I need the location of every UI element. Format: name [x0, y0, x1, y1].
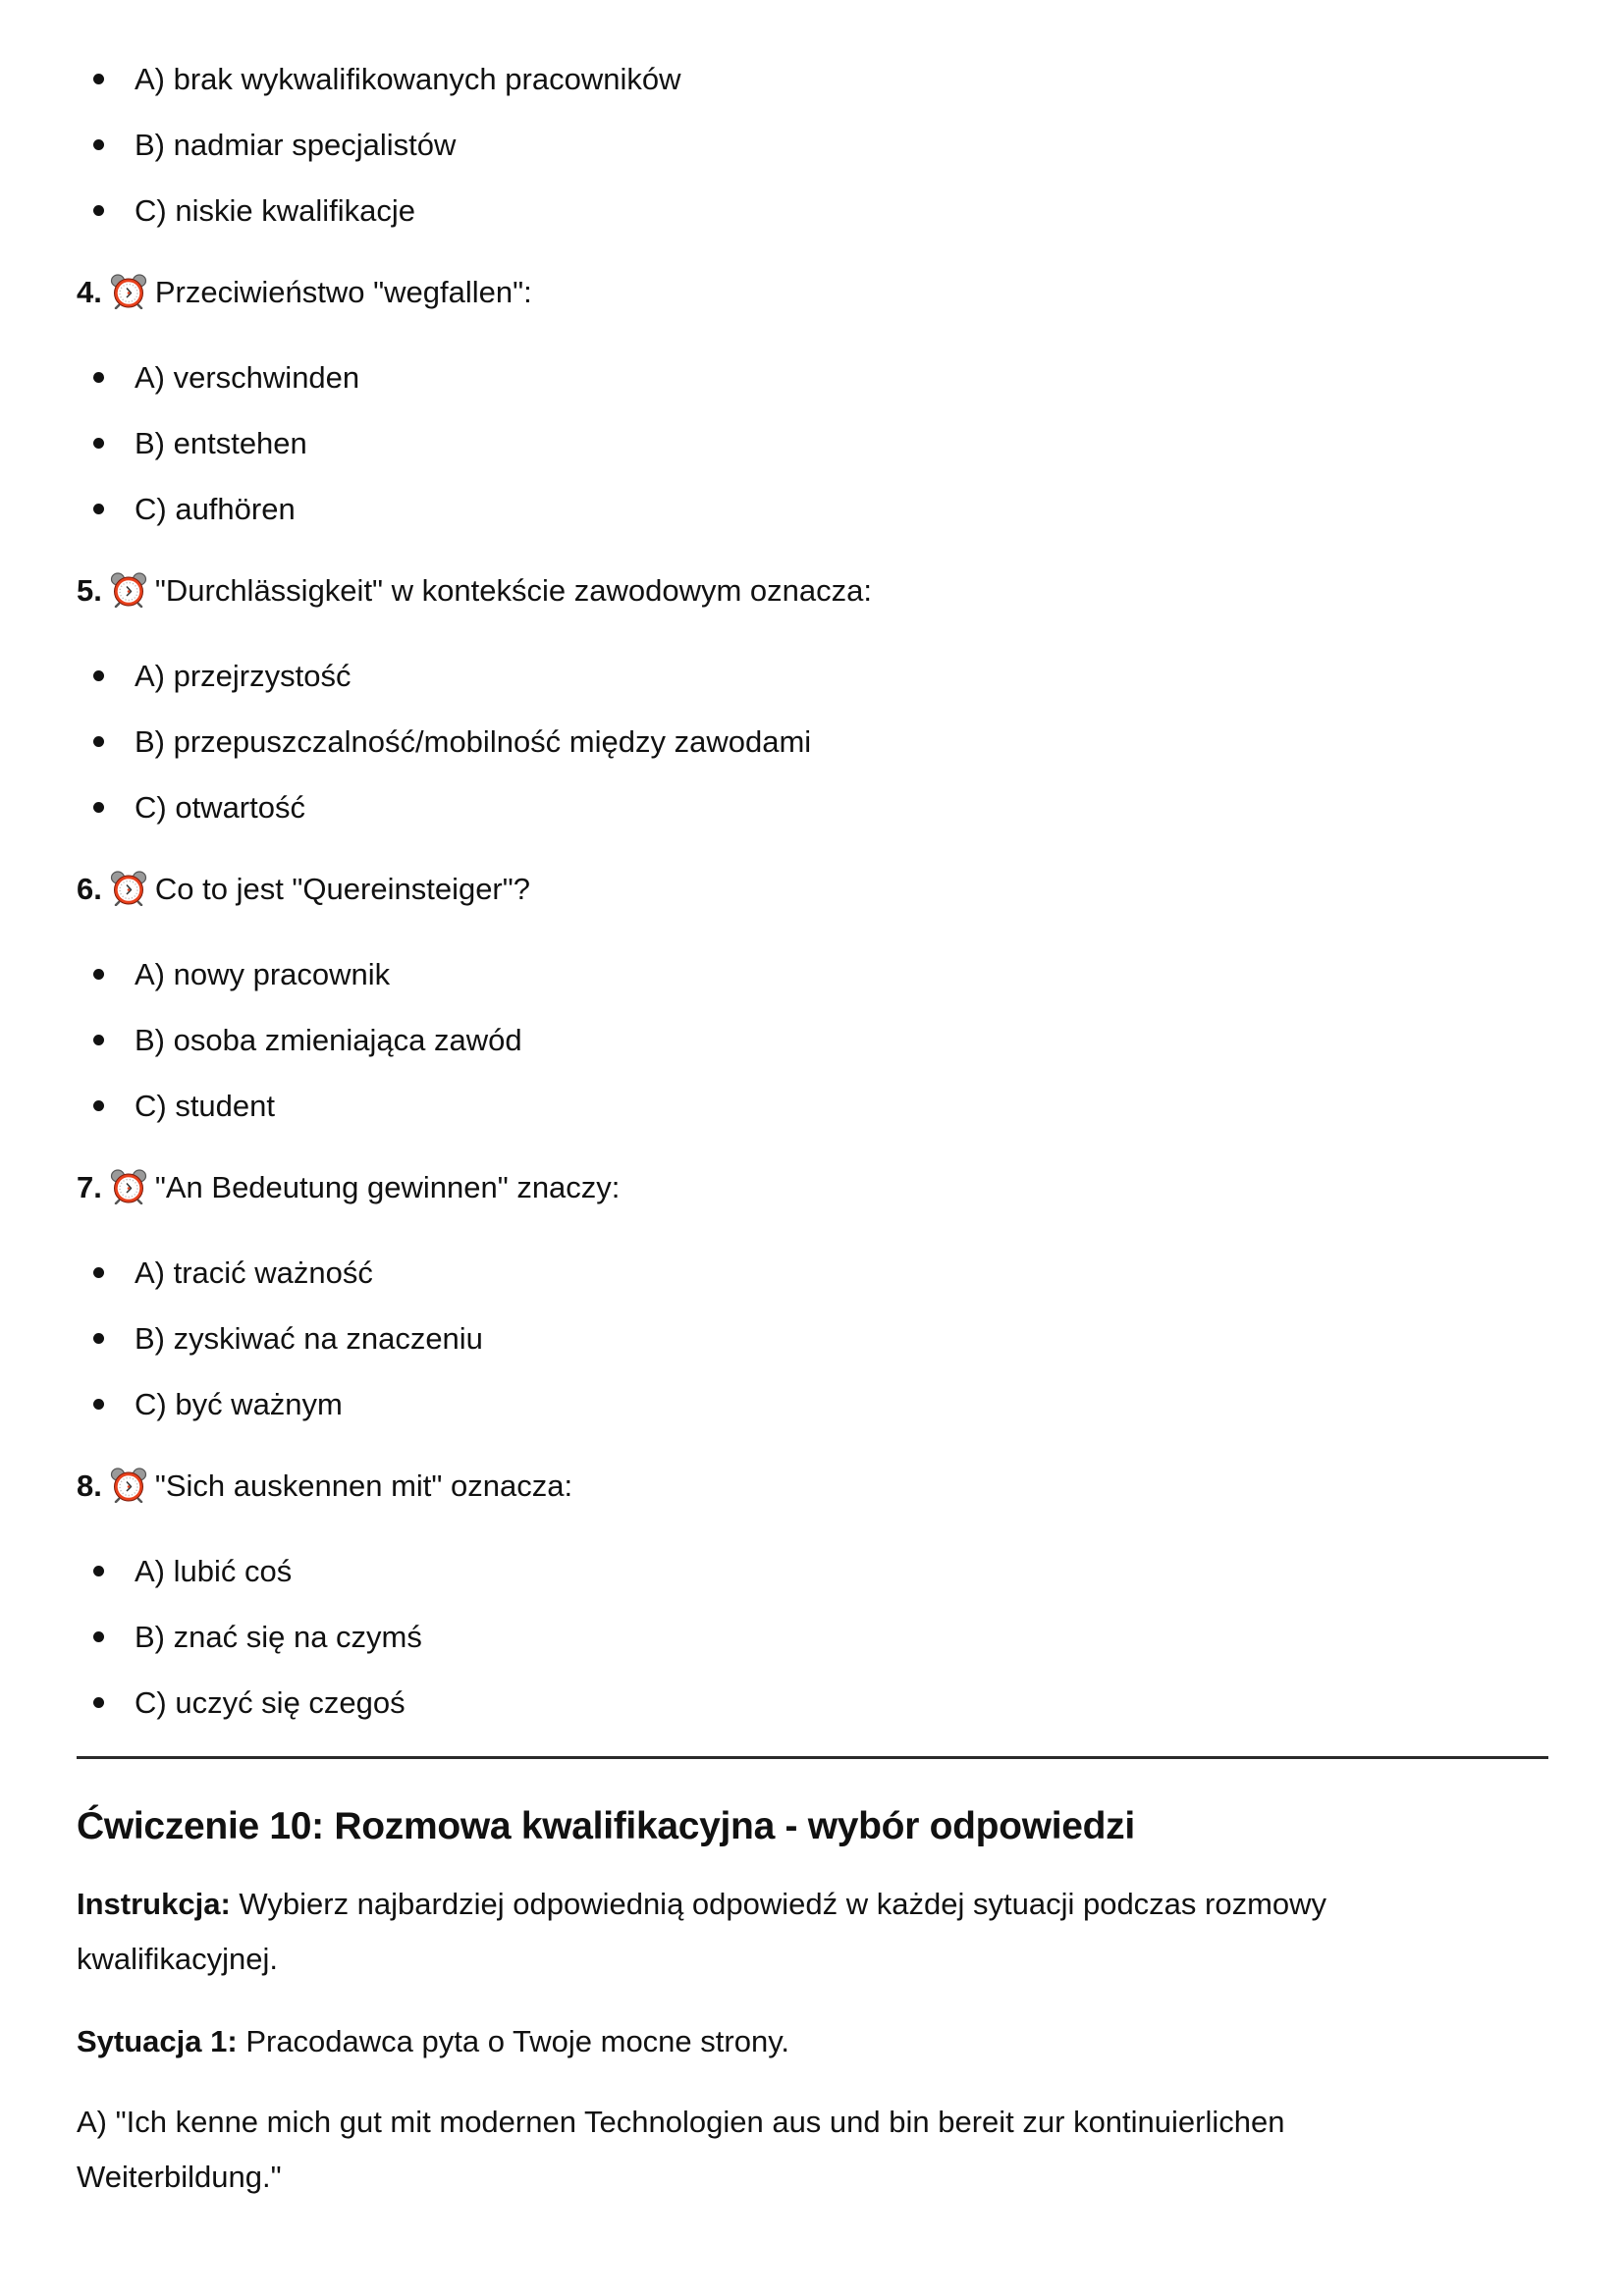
option-text: B) entstehen [135, 426, 307, 460]
situation-text: Pracodawca pyta o Twoje mocne strony. [237, 2024, 790, 2058]
option-text: C) być ważnym [135, 1387, 343, 1421]
question-number: 8. [77, 1468, 102, 1503]
option-text: A) brak wykwalifikowanych pracowników [135, 62, 681, 96]
option-text: A) tracić ważność [135, 1255, 373, 1290]
option-item [77, 1538, 1547, 1604]
question-text: Przeciwieństwo "wegfallen": [154, 275, 532, 309]
question-text: Co to jest "Quereinsteiger"? [154, 872, 531, 906]
bullet-icon [93, 504, 104, 514]
option-list [77, 1538, 1547, 1735]
option-text: C) uczyć się czegoś [135, 1685, 406, 1720]
question-heading [77, 1453, 1547, 1519]
option-text: A) verschwinden [135, 360, 360, 395]
alarm-clock-icon [110, 871, 147, 906]
answer-option-a: A) "Ich kenne mich gut mit modernen Technologien aus und bin bereit zur kontinuierlichen Weiterbildung." [77, 2105, 1285, 2194]
situation-label: Sytuacja 1: [77, 2024, 238, 2058]
bullet-icon [93, 1333, 104, 1344]
option-list [77, 643, 1547, 840]
option-item [77, 345, 1547, 410]
question-heading [77, 1154, 1547, 1220]
option-text: C) otwartość [135, 790, 305, 825]
question-number: 6. [77, 872, 102, 906]
bullet-icon [93, 1035, 104, 1045]
option-item [77, 941, 1547, 1007]
option-text: C) student [135, 1089, 276, 1123]
option-item [77, 1240, 1547, 1306]
question-number: 4. [77, 275, 102, 309]
section-divider [77, 1756, 1548, 1759]
option-item [77, 410, 1547, 476]
exercise-title: Ćwiczenie 10: Rozmowa kwalifikacyjna - wybór odpowiedzi [77, 1805, 1135, 1847]
option-text: B) osoba zmieniająca zawód [135, 1023, 522, 1057]
instruction-text: Wybierz najbardziej odpowiednią odpowiedź w każdej sytuacji podczas rozmowy kwalifikacyjnej. [77, 1887, 1327, 1976]
option-item [77, 643, 1547, 709]
bullet-icon [93, 372, 104, 383]
option-item [77, 1371, 1547, 1437]
bullet-icon [93, 1267, 104, 1278]
option-text: A) nowy pracownik [135, 957, 391, 991]
option-item [77, 1007, 1547, 1073]
option-list-q3 [77, 46, 1547, 243]
option-text: B) przepuszczalność/mobilność między zawodami [135, 724, 812, 759]
bullet-icon [93, 205, 104, 216]
question-heading [77, 259, 1547, 325]
bullet-icon [93, 736, 104, 747]
option-item [77, 1604, 1547, 1670]
bullet-icon [93, 74, 104, 84]
bullet-icon [93, 969, 104, 980]
alarm-clock-icon [110, 572, 147, 608]
option-item [77, 46, 1547, 112]
option-item [77, 1670, 1547, 1735]
bullet-icon [93, 438, 104, 449]
option-text: A) lubić coś [135, 1554, 293, 1588]
option-list [77, 345, 1547, 542]
question-text: "An Bedeutung gewinnen" znaczy: [154, 1170, 621, 1204]
option-text: B) zyskiwać na znaczeniu [135, 1321, 483, 1356]
option-text: C) niskie kwalifikacje [135, 193, 415, 228]
option-text: B) znać się na czymś [135, 1620, 422, 1654]
option-item [77, 476, 1547, 542]
bullet-icon [93, 1100, 104, 1111]
question-heading [77, 558, 1547, 623]
question-heading [77, 856, 1547, 922]
bullet-icon [93, 1697, 104, 1708]
option-text: C) aufhören [135, 492, 296, 526]
alarm-clock-icon [110, 1468, 147, 1503]
option-item [77, 112, 1547, 178]
question-text: "Sich auskennen mit" oznacza: [154, 1468, 573, 1503]
option-item [77, 1073, 1547, 1139]
question-list [77, 259, 1547, 1735]
option-list [77, 1240, 1547, 1437]
alarm-clock-icon [110, 274, 147, 309]
situation-paragraph [77, 2014, 1461, 2069]
option-text: B) nadmiar specjalistów [135, 128, 457, 162]
question-text: "Durchlässigkeit" w kontekście zawodowym oznacza: [154, 573, 872, 608]
instruction-paragraph [77, 1877, 1461, 1987]
option-list [77, 941, 1547, 1139]
option-item [77, 1306, 1547, 1371]
instruction-label: Instrukcja: [77, 1887, 231, 1921]
option-text: A) przejrzystość [135, 659, 352, 693]
bullet-icon [93, 1566, 104, 1576]
question-number: 7. [77, 1170, 102, 1204]
bullet-icon [93, 1631, 104, 1642]
question-number: 5. [77, 573, 102, 608]
option-item [77, 178, 1547, 243]
option-item [77, 774, 1547, 840]
bullet-icon [93, 139, 104, 150]
bullet-icon [93, 1399, 104, 1410]
bullet-icon [93, 802, 104, 813]
option-item [77, 709, 1547, 774]
bullet-icon [93, 670, 104, 681]
alarm-clock-icon [110, 1169, 147, 1204]
